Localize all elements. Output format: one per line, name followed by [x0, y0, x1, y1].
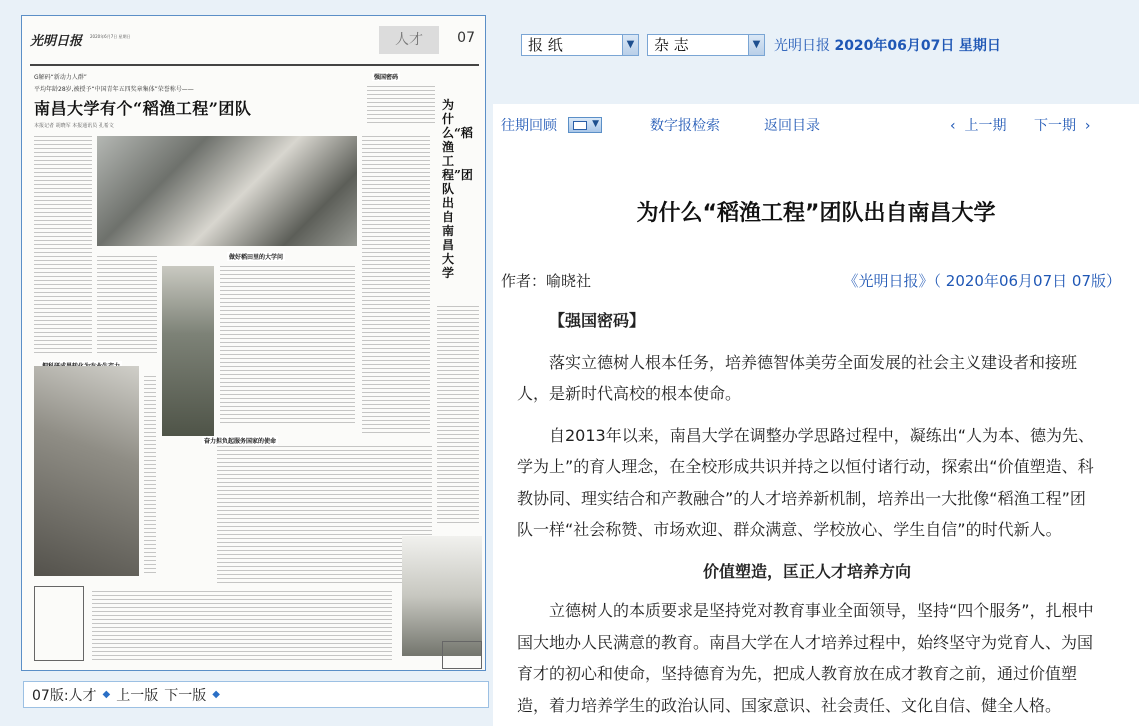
team-photo	[97, 136, 357, 246]
newspaper-headline[interactable]: 南昌大学有个“稻渔工程”团队	[34, 99, 252, 118]
newspaper-section-label: 人才	[379, 26, 439, 54]
paper-name: 光明日报	[774, 38, 830, 54]
chevron-down-icon[interactable]: ▼	[622, 35, 638, 55]
text-column	[97, 256, 157, 356]
article-meta	[501, 268, 1121, 292]
prev-issue-link[interactable]	[950, 115, 1007, 135]
article-pane	[493, 0, 1139, 726]
newspaper-pane	[0, 0, 493, 726]
next-issue-label: 下一期	[1034, 118, 1076, 134]
chevron-left-icon: ‹	[950, 118, 965, 134]
past-issues-link[interactable]: 往期回顾	[501, 118, 557, 134]
top-toolbar	[493, 0, 1139, 134]
newspaper-subhead: 平均年龄28岁,被授予“中国青年五四奖章集体”荣誉称号——	[34, 86, 194, 93]
calendar-icon	[573, 121, 587, 130]
text-column	[34, 136, 92, 356]
article-source: 《光明日报》（ 2020年06月07日 07版）	[843, 272, 1121, 290]
section-heading: 做好稻田里的大学问	[229, 254, 284, 261]
newspaper-logo: 光明日报	[30, 34, 83, 49]
article-title: 为什么“稻渔工程”团队出自南昌大学	[636, 201, 996, 226]
text-column	[437, 306, 479, 526]
text-column	[92, 591, 392, 661]
next-issue-link[interactable]	[1034, 115, 1091, 135]
chevron-down-icon: ▼	[592, 119, 599, 129]
bottom-box	[442, 641, 482, 669]
issue-nav	[493, 112, 1139, 136]
next-page-link[interactable]: 下一版	[164, 687, 207, 704]
lab-photo	[34, 366, 139, 576]
newspaper-select-value: 报 纸	[528, 36, 563, 54]
article-tag: 【强国密码】	[549, 311, 646, 330]
current-page-label: 07版:人才	[32, 687, 97, 704]
field-photo	[162, 266, 214, 436]
text-column	[220, 266, 355, 426]
newspaper-vertical-title[interactable]: 为什么“稻渔工程”团队出自南昌大学	[442, 98, 473, 280]
article-paragraph: 立德树人的本质要求是坚持党对教育事业全面领导，坚持“四个服务”，扎根中国大地办人民满意的教育。南昌大学在人才培养过程中，始终坚守为党育人、为国育才的初心和使命，坚持德育为先，把成人教育放在成才教育之前，通过价值塑造，着力培养学生的政治认同、国家意识、社会责任、文化自信、健全人格。	[517, 601, 1094, 715]
article-author: 作者：喻晓社	[501, 272, 592, 290]
newspaper-byline: 本报记者 胡晓军 本报通讯员 孔希文	[34, 123, 114, 129]
chevron-right-icon: ›	[1076, 118, 1091, 134]
newspaper-masthead	[30, 26, 479, 66]
digital-search-link[interactable]: 数字报检索	[650, 118, 720, 134]
diamond-icon: ◆	[212, 689, 220, 700]
newspaper-select[interactable]	[521, 34, 639, 56]
newspaper-page-number: 07	[457, 30, 475, 46]
calendar-dropdown[interactable]	[568, 117, 602, 133]
magazine-select-value: 杂 志	[654, 36, 689, 54]
text-column	[367, 86, 435, 126]
diamond-icon: ◆	[102, 689, 111, 700]
issue-weekday: 星期日	[958, 38, 1001, 54]
article-subheading: 价值塑造，匡正人才培养方向	[702, 561, 911, 581]
text-column	[362, 136, 430, 436]
issue-date: 2020年06月07日	[834, 38, 955, 54]
paper-date	[774, 35, 1001, 55]
article-body	[517, 305, 1097, 726]
article-paragraph: 自2013年以来，南昌大学在调整办学思路过程中，凝练出“人为本、德为先、学为上”的育人理念，在全校形成共识并持之以恒付诸行动，探索出“价值塑造、科教协同、理实结合和产教融合”的人才培养新机制，培养出一大批像“稻渔工程”团队一样“社会称赞、市场欢迎、群众满意、学校放心、学生自信”的时代新人。	[517, 425, 1095, 539]
return-catalog-link[interactable]: 返回目录	[764, 118, 820, 134]
newspaper-dateline: 2020年6月7日 星期日	[90, 34, 131, 39]
newspaper-kicker: G解码“新动力人群”	[34, 74, 87, 81]
newspaper-page-image[interactable]	[21, 15, 486, 671]
section-heading: 奋力担负起服务国家的使命	[204, 438, 277, 445]
prev-page-link[interactable]: 上一版	[116, 687, 159, 704]
text-column	[144, 376, 156, 576]
column-label: 强国密码	[374, 74, 399, 81]
drone-photo	[402, 536, 482, 656]
chevron-down-icon[interactable]: ▼	[748, 35, 764, 55]
magazine-select[interactable]	[647, 34, 765, 56]
page-footer	[23, 681, 489, 708]
prev-issue-label: 上一期	[964, 118, 1007, 134]
article-paragraph: 落实立德树人根本任务，培养德智体美劳全面发展的社会主义建设者和接班人，是新时代高校的根本使命。	[517, 352, 1078, 403]
sidebar-box	[34, 586, 84, 661]
text-column	[217, 446, 432, 586]
